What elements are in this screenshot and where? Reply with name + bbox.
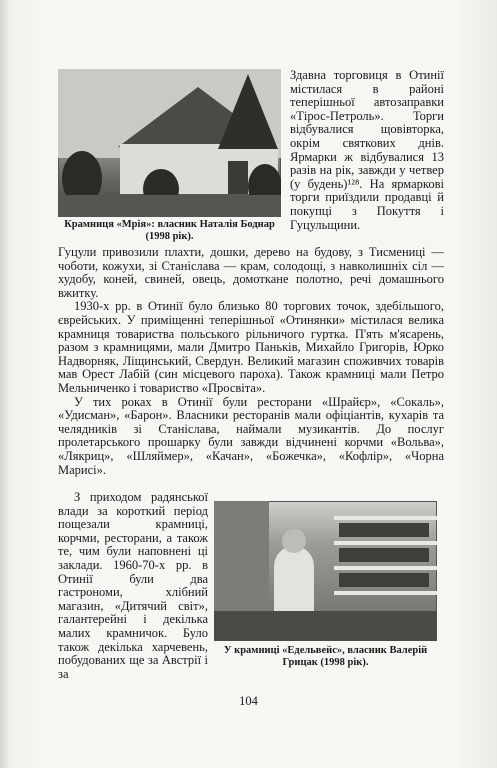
- binding-shadow: [0, 0, 10, 768]
- paragraph-hutsuls: Гуцули привозили плахти, дошки, дерево на будову, з Тисмениці — чоботи, кожухи, зі Станіслава — крам, солодощі, з навколишніх сіл — худобу, коней, свиней, овець, домоткане полотно, речі домашнього вжитку.: [58, 245, 444, 300]
- photo-top-caption: Крамниця «Мрія»: власник Наталія Боднар (1998 рік).: [64, 219, 275, 242]
- paragraph-1930s: 1930-х рр. в Отинії було близько 80 торгових точок, здебільшого, єврейських. У приміщенні теперішньої «Отинянки» містилася велика крамниця товариства польського рільничого гуртка. П'ять м'ясарень, разом з крамницями, мали Дмитро Паньків, Михайло Григорів, Юрко Надворняк, Ліщинський, Свердун. Великий магазин споживчих товарів мав Орест Лабій (син місцевого пароха). Також крамниці мали Петро Мельниченко і товариство «Просвіта».: [58, 299, 444, 395]
- paragraph-soviet: З приходом радянської влади за короткий період пощезали крамниці, корчми, ресторани, а також те, чим були наповнені ці заклади. 1960-70-х рр. в Отинії були два гастрономи, хлібний магазин, «Дитячий світ», галантерейні і декілька малих крамничок. Було також декілька харчевень, побудованих ще за Австрії і за: [58, 490, 208, 681]
- page-number: 104: [239, 694, 258, 708]
- main-text-block: [58, 246, 444, 477]
- paragraph-market: Здавна торговиця в Отинії містилася в районі теперішньої автозаправки «Тірос-Петроль». Торги відбувалися щовівторка, окрім святкових днів. Ярмарки ж відбувалися 13 разів на рік, завжди у четвер (у будень)¹²⁸. На ярмаркові торги приїздили продавці й покупці з Покуття і Гуцульщини.: [290, 68, 444, 232]
- photo-bottom-caption: У крамниці «Едельвейс», власник Валерій Грицак (1998 рік).: [223, 645, 428, 668]
- photo-shop-mriya: [58, 69, 281, 217]
- photo-shop-edelweiss: [214, 501, 437, 641]
- paragraph-restaurants: У тих роках в Отинії були ресторани «Шрайєр», «Сокаль», «Удисман», «Барон». Власники ресторанів мали офіціантів, кухарів та челядників зі Станіслава, наймали музикантів. До послуг пролетарського прошарку були завжди відчинені корчми «Вольва», «Лякриц», «Шляймер», «Качан», «Божечка», «Кофлір», «Чорна Марисі».: [58, 394, 444, 477]
